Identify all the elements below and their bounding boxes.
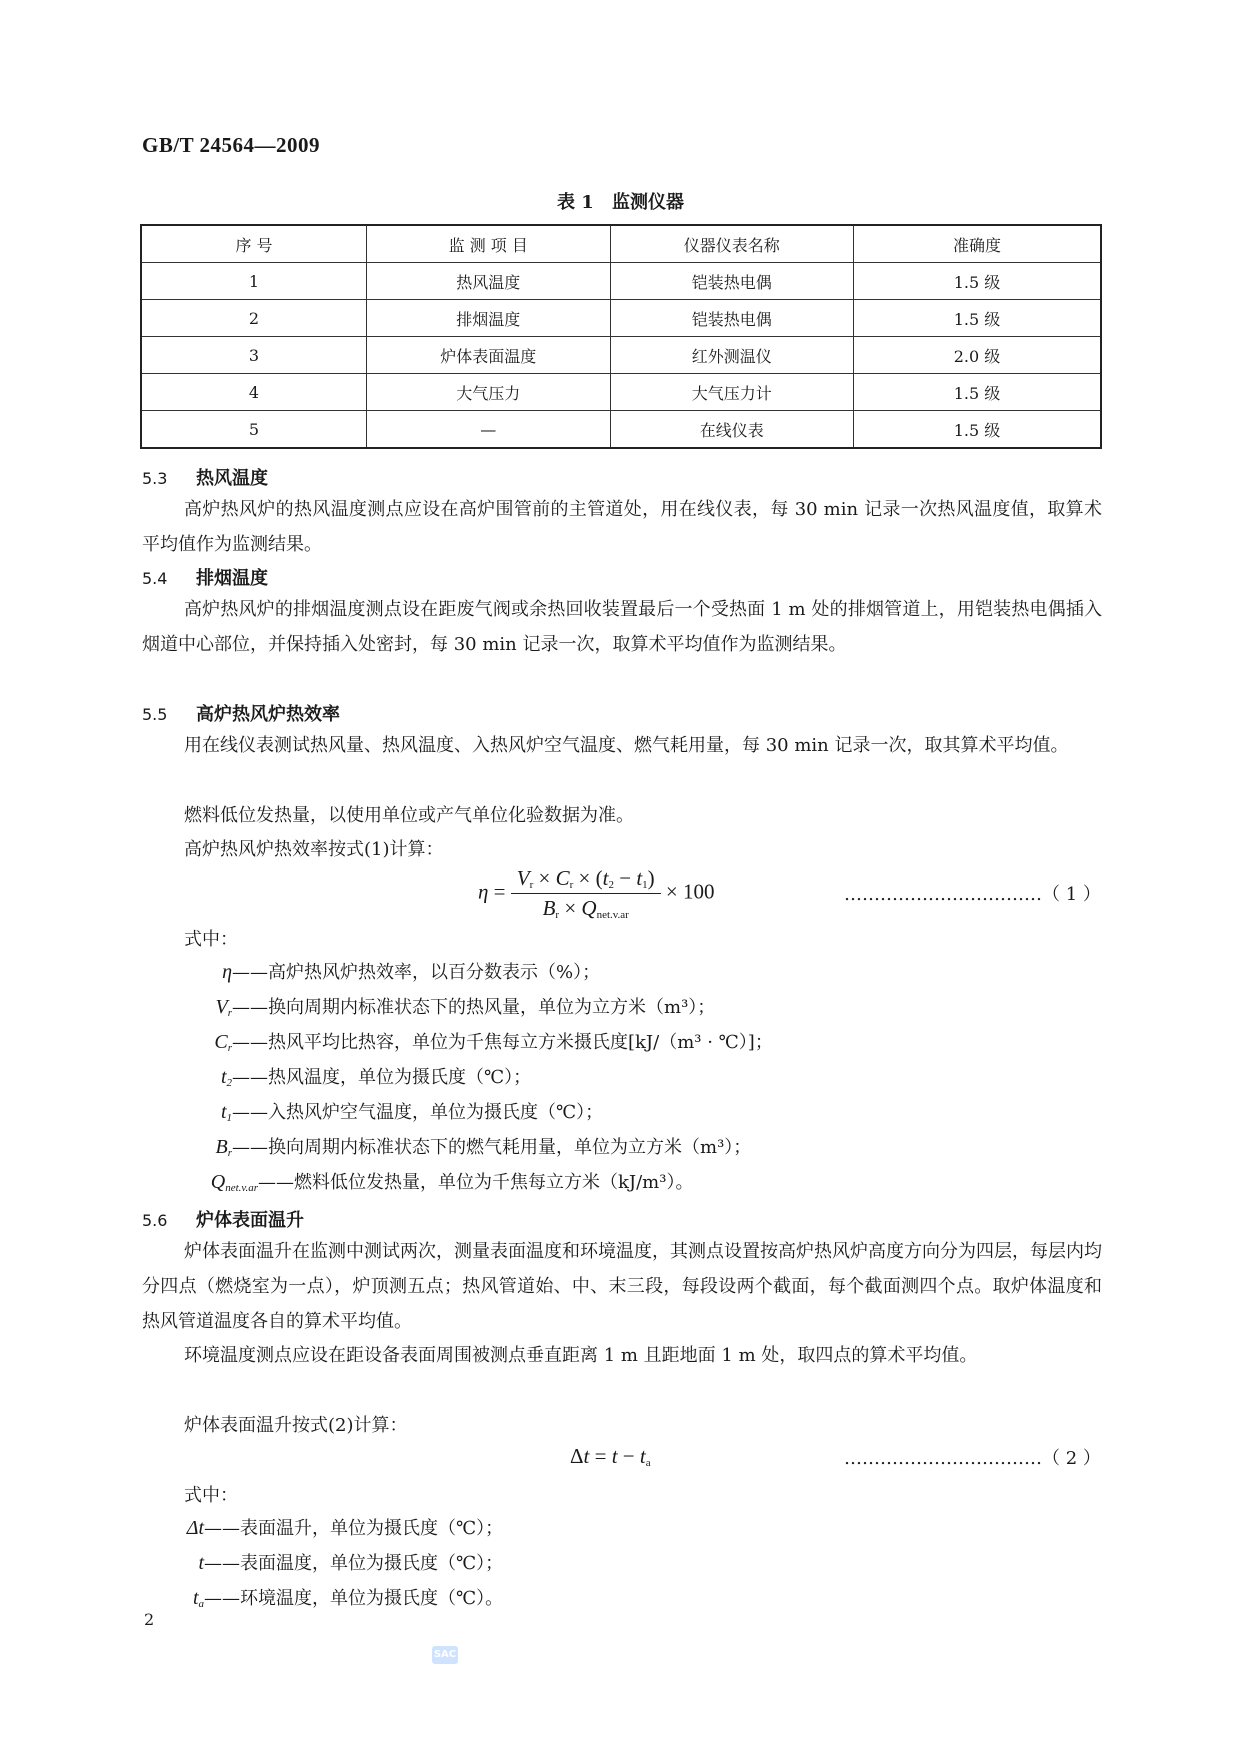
- variable-desc: ——换向周期内标准状态下的燃气耗用量，单位为立方米（m³）；: [232, 1137, 752, 1158]
- variable-symbol: Δt: [186, 1517, 204, 1539]
- page-number: 2: [144, 1610, 155, 1629]
- variable-subscript: net.v.ar: [225, 1182, 258, 1194]
- table-caption: [0, 188, 1241, 214]
- variable-subscript: r: [227, 1042, 232, 1054]
- variable-t1: [140, 1098, 603, 1124]
- table-cell: 4: [141, 374, 367, 411]
- section-heading-5-5: [142, 700, 340, 726]
- table-caption-title: 监测仪器: [612, 192, 685, 213]
- variable-subscript: r: [227, 1147, 232, 1159]
- section-title: 排烟温度: [196, 568, 268, 589]
- variable-q: [140, 1168, 693, 1194]
- where-label: 式中：: [184, 929, 238, 950]
- table-cell: 大气压力计: [610, 374, 853, 411]
- variable-symbol: t: [198, 1552, 204, 1574]
- variable-desc: ——燃料低位发热量，单位为千焦每立方米（kJ/m³）。: [258, 1172, 694, 1193]
- table-cell: 红外测温仪: [610, 337, 853, 374]
- header-cell-index: 序 号: [141, 225, 367, 263]
- section-title: 热风温度: [196, 468, 268, 489]
- variable-symbol: B: [215, 1136, 228, 1158]
- paragraph: 高炉热风炉的排烟温度测点设在距废气阀或余热回收装置最后一个受热面 1 m 处的排烟管道上，用铠装热电偶插入烟道中心部位，并保持插入处密封，每 30 min 记录一次，取算术平均值作为监测结果。: [142, 599, 1102, 655]
- paragraph: 高炉热风炉的热风温度测点应设在高炉围管前的主管道处，用在线仪表，每 30 min 记录一次热风温度值，取算术平均值作为监测结果。: [142, 499, 1102, 555]
- variable-symbol: t: [220, 1101, 227, 1123]
- formula-tag: （ 2 ）: [1042, 1448, 1101, 1469]
- paragraph: 燃料低位发热量，以使用单位或产气单位化验数据为准。: [184, 805, 634, 826]
- table-cell: 铠装热电偶: [610, 300, 853, 337]
- paragraph: 用在线仪表测试热风量、热风温度、入热风炉空气温度、燃气耗用量，每 30 min 记录一次，取其算术平均值。: [184, 735, 1069, 756]
- variable-desc: ——环境温度，单位为摄氏度（℃）。: [204, 1588, 504, 1609]
- section-number: 5.4: [142, 569, 168, 588]
- variable-t: [140, 1549, 503, 1575]
- table-row: [141, 263, 1101, 300]
- instrument-table: [140, 224, 1102, 449]
- table-cell: 2.0 级: [853, 337, 1101, 374]
- table-row: [141, 300, 1101, 337]
- variable-symbol: Q: [210, 1171, 226, 1193]
- table-cell: —: [367, 411, 610, 449]
- table-cell: 1.5 级: [853, 263, 1101, 300]
- paragraph: 高炉热风炉热效率按式(1)计算：: [184, 839, 444, 860]
- variable-vr: [140, 993, 715, 1019]
- variable-symbol: t: [192, 1587, 199, 1609]
- variable-subscript: 1: [226, 1112, 232, 1124]
- table-cell: 5: [141, 411, 367, 449]
- standard-number: GB/T 24564—2009: [142, 133, 321, 157]
- variable-subscript: r: [227, 1007, 232, 1019]
- header-cell-accuracy: 准确度: [853, 225, 1101, 263]
- table-row: [141, 411, 1101, 449]
- table-cell: 在线仪表: [610, 411, 853, 449]
- header-cell-item: 监 测 项 目: [367, 225, 610, 263]
- paragraph: 环境温度测点应设在距设备表面周围被测点垂直距离 1 m 且距地面 1 m 处，取四点的算术平均值。: [184, 1345, 978, 1366]
- formula-1: η = $\frac{V_r \times C_r \times (t_2 - t_1)}{B_r \times Q_{net.v.ar}}$ × 100: [478, 866, 715, 921]
- formula-2: $\Delta t = t - t_a$: [570, 1444, 651, 1469]
- section-number: 5.5: [142, 705, 168, 724]
- variable-symbol: η: [222, 961, 232, 983]
- section-heading-5-3: [142, 464, 268, 490]
- section-heading-5-6: [142, 1206, 304, 1232]
- table-cell: 2: [141, 300, 367, 337]
- paragraph: 炉体表面温升按式(2)计算：: [184, 1415, 408, 1436]
- variable-subscript: a: [198, 1598, 204, 1610]
- variable-desc: ——表面温度，单位为摄氏度（℃）；: [204, 1553, 504, 1574]
- where-label: 式中：: [184, 1485, 238, 1506]
- table-cell: 1.5 级: [853, 411, 1101, 449]
- table-row: [141, 337, 1101, 374]
- variable-symbol: V: [215, 996, 228, 1018]
- section-title: 高炉热风炉热效率: [196, 704, 340, 725]
- formula-1-number: ……………………………（ 1 ）: [844, 884, 1101, 905]
- table-cell: 排烟温度: [367, 300, 610, 337]
- formula-2-number: ……………………………（ 2 ）: [844, 1448, 1101, 1469]
- table-cell: 1.5 级: [853, 374, 1101, 411]
- variable-desc: ——热风温度，单位为摄氏度（℃）；: [232, 1067, 532, 1088]
- table-cell: 大气压力: [367, 374, 610, 411]
- variable-br: [140, 1133, 751, 1159]
- section-number: 5.6: [142, 1211, 168, 1230]
- variable-symbol: t: [220, 1066, 227, 1088]
- variable-desc: ——高炉热风炉热效率，以百分数表示（%）；: [232, 962, 601, 983]
- table-row: [141, 374, 1101, 411]
- variable-subscript: 2: [226, 1077, 232, 1089]
- table-cell: 3: [141, 337, 367, 374]
- section-heading-5-4: [142, 564, 268, 590]
- variable-delta-t: [140, 1514, 503, 1540]
- section-title: 炉体表面温升: [196, 1210, 304, 1231]
- variable-ta: [140, 1584, 503, 1610]
- header-cell-instrument: 仪器仪表名称: [610, 225, 853, 263]
- section-number: 5.3: [142, 469, 168, 488]
- variable-t2: [140, 1063, 531, 1089]
- table-header-row: [141, 225, 1101, 263]
- variable-cr: [140, 1028, 773, 1054]
- table-cell: 铠装热电偶: [610, 263, 853, 300]
- sac-logo: SAC: [432, 1646, 458, 1664]
- variable-eta: [140, 958, 600, 984]
- variable-desc: ——表面温升，单位为摄氏度（℃）；: [204, 1518, 504, 1539]
- table-cell: 炉体表面温度: [367, 337, 610, 374]
- variable-desc: ——入热风炉空气温度，单位为摄氏度（℃）；: [232, 1102, 604, 1123]
- table-cell: 热风温度: [367, 263, 610, 300]
- variable-desc: ——换向周期内标准状态下的热风量，单位为立方米（m³）；: [232, 997, 716, 1018]
- variable-symbol: C: [214, 1031, 228, 1053]
- paragraph: 炉体表面温升在监测中测试两次，测量表面温度和环境温度，其测点设置按高炉热风炉高度方向分为四层，每层内均分四点（燃烧室为一点），炉顶测五点；热风管道始、中、末三段，每段设两个截面，每个截面测四个点。取炉体温度和热风管道温度各自的算术平均值。: [142, 1241, 1102, 1332]
- table-caption-label: 表 1: [556, 192, 594, 213]
- variable-desc: ——热风平均比热容，单位为千焦每立方米摄氏度[kJ/（m³ · ℃）]；: [232, 1032, 773, 1053]
- table-cell: 1: [141, 263, 367, 300]
- formula-tag: （ 1 ）: [1042, 884, 1101, 905]
- table-cell: 1.5 级: [853, 300, 1101, 337]
